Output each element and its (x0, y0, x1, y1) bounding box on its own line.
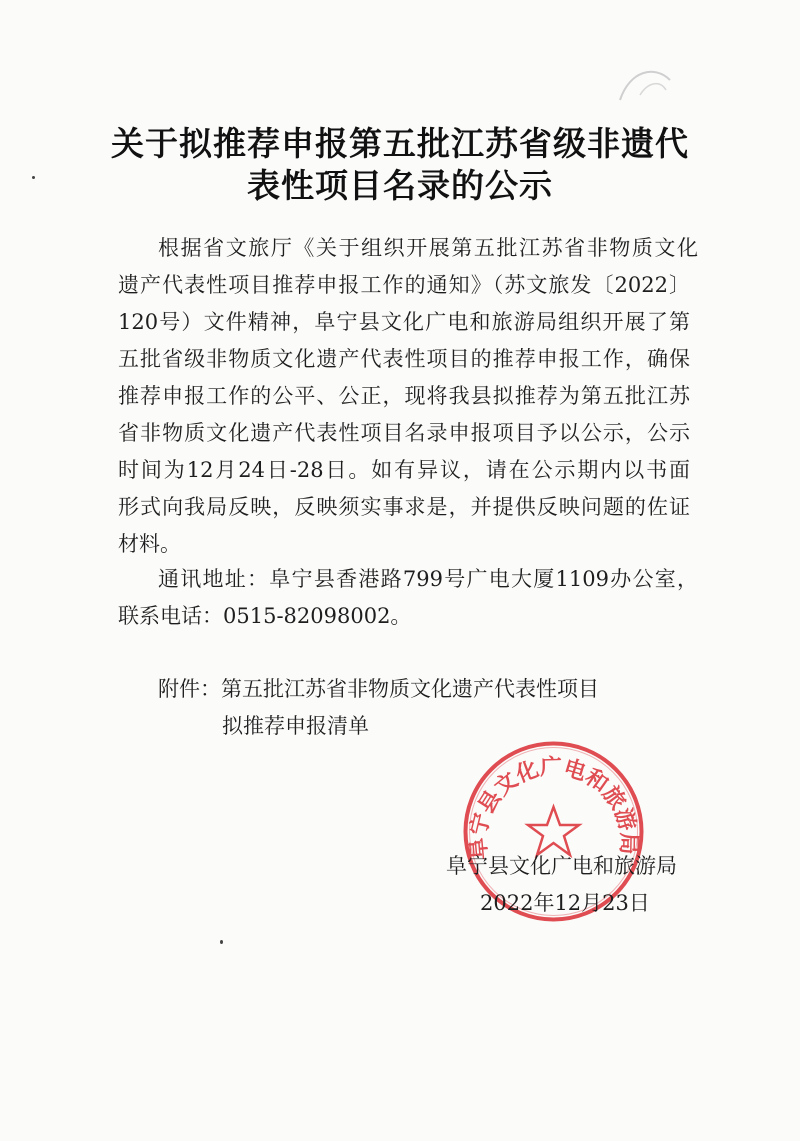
body-line: 材料。 (118, 532, 181, 556)
scan-speck (220, 940, 223, 944)
body-line: 五批省级非物质文化遗产代表性项目的推荐申报工作，确保 (118, 347, 690, 371)
body-line: 省非物质文化遗产代表性项目名录申报项目予以公示，公示 (118, 421, 690, 445)
page-title-line-2: 表性项目名录的公示 (247, 166, 553, 205)
scan-speck (32, 176, 35, 179)
attachment-line-1: 附件：第五批江苏省非物质文化遗产代表性项目 (158, 677, 599, 701)
body-line: 根据省文旅厅《关于组织开展第五批江苏省非物质文化 (158, 236, 698, 260)
body-line: 遗产代表性项目推荐申报工作的通知》（苏文旅发〔2022〕 (118, 273, 690, 297)
body-line: 推荐申报工作的公平、公正，现将我县拟推荐为第五批江苏 (118, 384, 690, 408)
body-line: 时间为12月24日-28日。如有异议，请在公示期内以书面 (118, 458, 690, 482)
signature-org: 阜宁县文化广电和旅游局 (446, 854, 677, 878)
body-line: 形式向我局反映，反映须实事求是，并提供反映问题的佐证 (118, 495, 690, 519)
attachment-line-2: 拟推荐申报清单 (222, 714, 369, 738)
body-line: 120号）文件精神，阜宁县文化广电和旅游局组织开展了第 (118, 310, 690, 334)
seal-text: 阜宁县文化广电和旅游局 (465, 754, 641, 861)
contact-address: 通讯地址：阜宁县香港路799号广电大厦1109办公室， (158, 567, 698, 591)
signature-date: 2022年12月23日 (480, 891, 650, 915)
contact-phone: 联系电话：0515-82098002。 (118, 604, 412, 628)
scan-smudge (600, 60, 690, 110)
page-title-line-1: 关于拟推荐申报第五批江苏省级非遗代 (111, 124, 689, 163)
